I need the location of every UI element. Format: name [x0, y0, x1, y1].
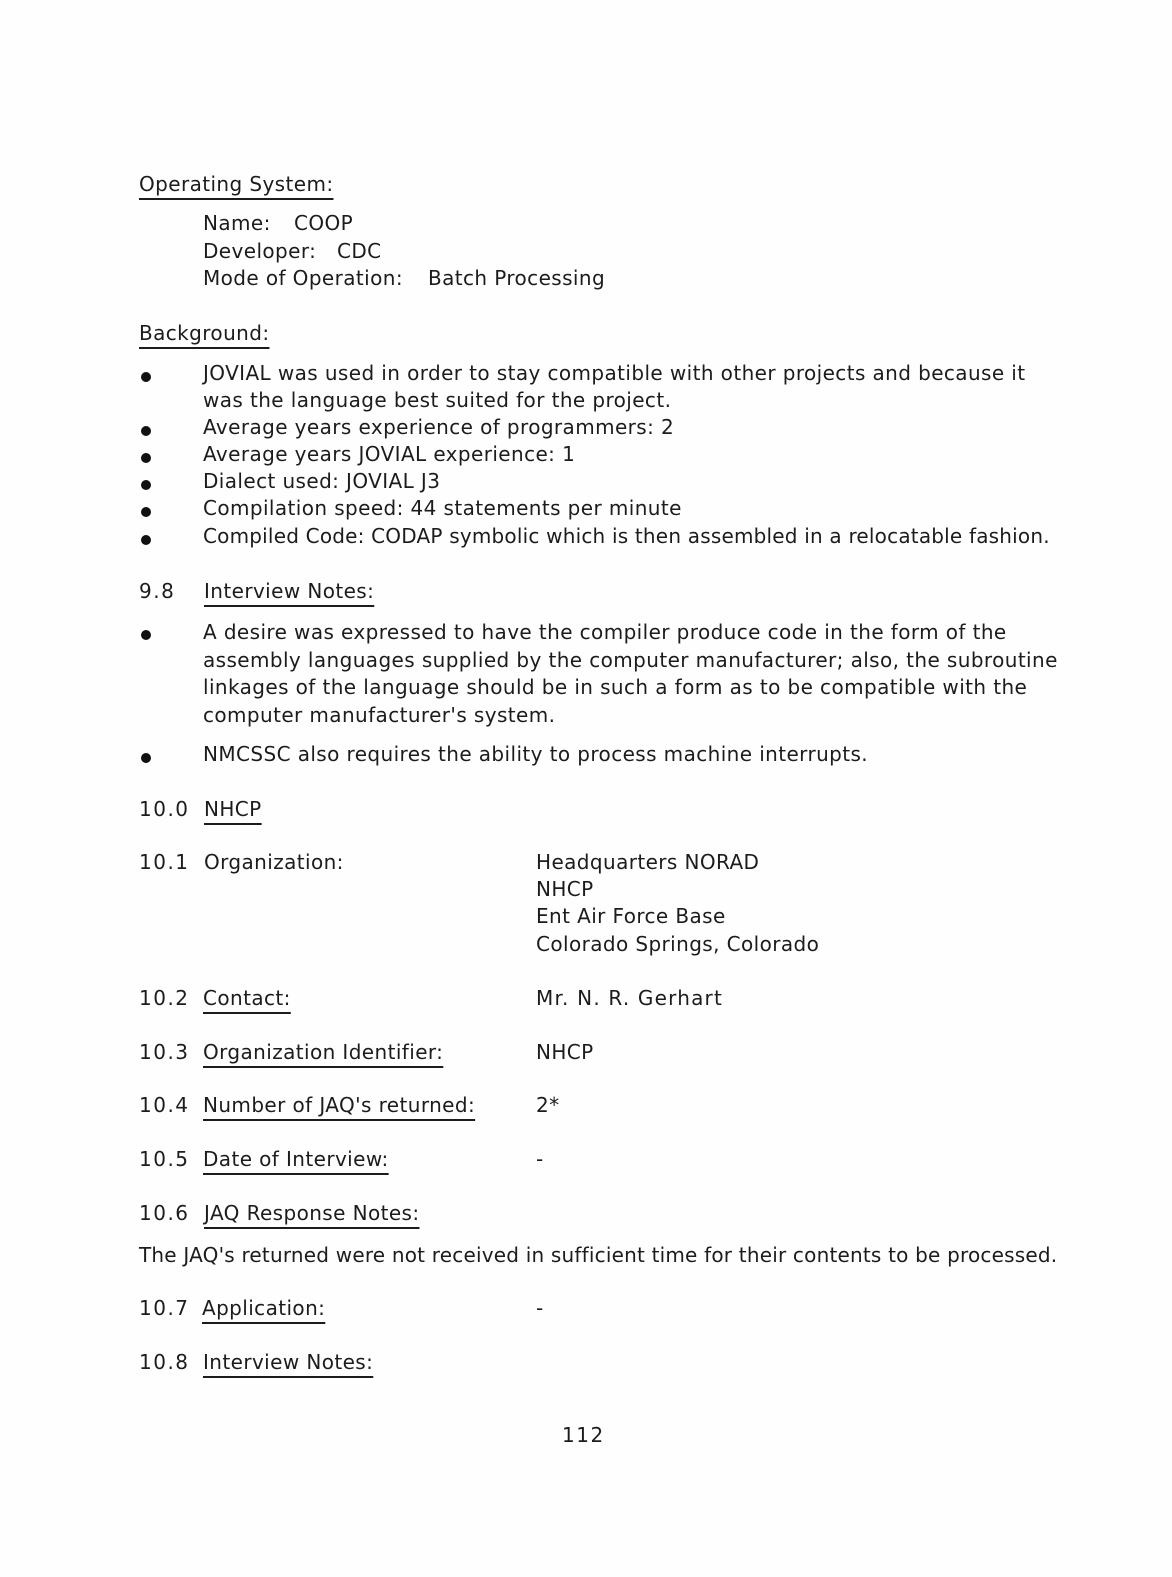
bullet-icon: [141, 480, 151, 490]
organization-line: Headquarters NORAD: [536, 850, 760, 874]
section-number: 9.8: [139, 579, 176, 603]
section-heading: NHCP: [204, 797, 262, 821]
section-label: Date of Interview:: [203, 1147, 389, 1171]
section-number: 10.7: [139, 1296, 190, 1320]
interview-note-line: linkages of the language should be in such a form as to be compatible with the: [203, 675, 1028, 699]
section-value: 2*: [536, 1093, 560, 1117]
os-mode-value: Batch Processing: [428, 266, 606, 290]
interview-note-line: assembly languages supplied by the computer manufacturer; also, the subroutine: [203, 648, 1058, 672]
operating-system-heading: Operating System:: [139, 172, 334, 196]
organization-line: NHCP: [536, 877, 594, 901]
background-item: Compilation speed: 44 statements per minute: [203, 496, 682, 520]
section-label: Contact:: [203, 986, 291, 1010]
section-number: 10.2: [139, 986, 190, 1010]
section-heading: Interview Notes:: [204, 579, 375, 603]
bullet-icon: [141, 630, 151, 640]
background-heading: Background:: [139, 321, 270, 345]
bullet-icon: [141, 372, 151, 382]
background-item: Compiled Code: CODAP symbolic which is then assembled in a relocatable fashion.: [203, 524, 1050, 548]
bullet-icon: [141, 453, 151, 463]
page-number: 112: [562, 1423, 605, 1447]
bullet-icon: [141, 507, 151, 517]
background-item: Average years JOVIAL experience: 1: [203, 442, 576, 466]
os-name-value: COOP: [294, 211, 354, 235]
interview-note-line: A desire was expressed to have the compiler produce code in the form of the: [203, 620, 1007, 644]
section-label: JAQ Response Notes:: [204, 1201, 420, 1225]
section-label: Number of JAQ's returned:: [203, 1093, 476, 1117]
section-number: 10.8: [139, 1350, 190, 1374]
bullet-icon: [141, 426, 151, 436]
interview-note-line: NMCSSC also requires the ability to process machine interrupts.: [203, 742, 869, 766]
section-value: NHCP: [536, 1040, 594, 1064]
section-value: Mr. N. R. Gerhart: [536, 986, 724, 1010]
os-developer-label: Developer:: [203, 239, 317, 263]
background-item: was the language best suited for the project.: [203, 388, 672, 412]
background-item: Dialect used: JOVIAL J3: [203, 469, 441, 493]
bullet-icon: [141, 753, 151, 763]
section-number: 10.6: [139, 1201, 190, 1225]
section-number: 10.1: [139, 850, 190, 874]
section-value: -: [536, 1147, 544, 1171]
section-value: -: [536, 1296, 544, 1320]
os-name-label: Name:: [203, 211, 271, 235]
organization-line: Colorado Springs, Colorado: [536, 932, 820, 956]
section-number: 10.5: [139, 1147, 190, 1171]
section-label: Interview Notes:: [203, 1350, 374, 1374]
background-item: Average years experience of programmers: 2: [203, 415, 675, 439]
section-number: 10.0: [139, 797, 190, 821]
jaq-response-note: The JAQ's returned were not received in sufficient time for their contents to be processed.: [139, 1243, 1058, 1267]
section-label: Organization Identifier:: [203, 1040, 444, 1064]
section-label: Organization:: [204, 850, 344, 874]
background-item: JOVIAL was used in order to stay compatible with other projects and because it: [203, 361, 1026, 385]
os-mode-label: Mode of Operation:: [203, 266, 403, 290]
interview-note-line: computer manufacturer's system.: [203, 703, 556, 727]
section-number: 10.4: [139, 1093, 190, 1117]
organization-line: Ent Air Force Base: [536, 904, 726, 928]
section-number: 10.3: [139, 1040, 190, 1064]
os-developer-value: CDC: [337, 239, 382, 263]
section-label: Application:: [202, 1296, 326, 1320]
bullet-icon: [141, 535, 151, 545]
